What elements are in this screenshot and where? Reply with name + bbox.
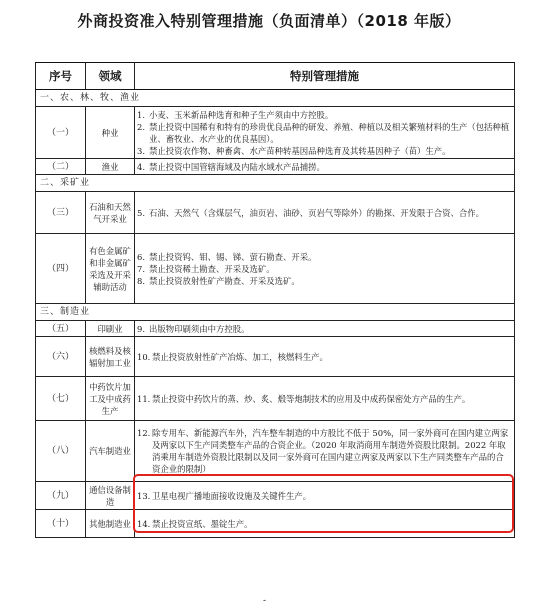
row-measures	[135, 159, 515, 175]
table-row	[36, 234, 515, 304]
measure-item: 13. 卫星电视广播地面接收设施及关键件生产。	[137, 490, 312, 501]
row-measures	[135, 377, 515, 421]
table-row	[36, 482, 515, 510]
section-row	[36, 90, 515, 107]
row-measures	[135, 321, 515, 337]
row-field: 渔业	[86, 159, 135, 175]
row-num: （七）	[36, 377, 86, 421]
row-measures	[135, 510, 515, 538]
row-field: 汽车制造业	[86, 421, 135, 482]
section-row	[36, 304, 515, 321]
row-field: 种业	[86, 107, 135, 159]
section-heading: 三、制造业	[36, 304, 515, 321]
row-field: 有色金属矿和非金属矿采选及开采辅助活动	[86, 234, 135, 304]
table-row	[36, 510, 515, 538]
row-measures	[135, 421, 515, 482]
page-number-mark: -	[263, 596, 267, 603]
row-measures	[135, 337, 515, 377]
row-num: （六）	[36, 337, 86, 377]
table-header-row	[36, 63, 515, 90]
row-field: 中药饮片加工及中成药生产	[86, 377, 135, 421]
row-measures	[135, 234, 515, 304]
row-field: 石油和天然气开采业	[86, 192, 135, 234]
header-num: 序号	[36, 63, 86, 90]
table-row	[36, 159, 515, 175]
row-measures	[135, 482, 515, 510]
row-field: 通信设备制造	[86, 482, 135, 510]
row-num: （四）	[36, 234, 86, 304]
row-field: 印刷业	[86, 321, 135, 337]
measure-item: 6. 禁止投资钨、钼、锡、锑、萤石勘查、开采。	[137, 251, 317, 262]
measure-item: 5. 石油、天然气（含煤层气，油页岩、油砂、页岩气等除外）的勘探、开发限于合资、合作。	[137, 207, 484, 218]
row-num: （三）	[36, 192, 86, 234]
measure-item: 8. 禁止投资放射性矿产勘查、开采及选矿。	[137, 275, 300, 286]
header-measures: 特别管理措施	[135, 63, 515, 90]
row-num: （八）	[36, 421, 86, 482]
measure-item: 2. 禁止投资中国稀有和特有的珍贵优良品种的研发、养殖、种植以及相关繁殖材料的生产（包括种植业、畜牧业、水产业的优良基因）。	[137, 121, 510, 144]
row-num: （十）	[36, 510, 86, 538]
table-row	[36, 192, 515, 234]
row-field: 核燃料及核辐射加工业	[86, 337, 135, 377]
measure-item: 11. 禁止投资中药饮片的蒸、炒、炙、煅等炮制技术的应用及中成药保密处方产品的生产。	[137, 393, 471, 404]
row-measures	[135, 192, 515, 234]
measure-item: 1. 小麦、玉米新品种选育和种子生产须由中方控股。	[137, 109, 334, 120]
measure-item: 9. 出版物印刷须由中方控股。	[137, 323, 250, 334]
table-row	[36, 321, 515, 337]
measure-item: 7. 禁止投资稀土勘查、开采及选矿。	[137, 263, 275, 274]
row-measures	[135, 107, 515, 159]
table-row	[36, 107, 515, 159]
table-row	[36, 377, 515, 421]
measure-item: 3. 禁止投资农作物、种畜禽、水产苗种转基因品种选育及其转基因种子（苗）生产。	[137, 145, 451, 156]
section-row	[36, 175, 515, 192]
measure-item: 10. 禁止投资放射性矿产冶炼、加工，核燃料生产。	[137, 351, 328, 362]
section-heading: 一、农、林、牧、渔业	[36, 90, 515, 107]
page-title: 外商投资准入特别管理措施（负面清单）（2018 年版）	[77, 12, 461, 30]
row-num: （五）	[36, 321, 86, 337]
table-row	[36, 337, 515, 377]
measure-item: 4. 禁止投资中国管辖海域及内陆水域水产品捕捞。	[137, 161, 325, 172]
measure-item: 14. 禁止投资宣纸、墨锭生产。	[137, 518, 253, 529]
row-field: 其他制造业	[86, 510, 135, 538]
table-row	[36, 421, 515, 482]
header-field: 领域	[86, 63, 135, 90]
row-num: （二）	[36, 159, 86, 175]
row-num: （九）	[36, 482, 86, 510]
negative-list-table	[35, 62, 515, 538]
row-num: （一）	[36, 107, 86, 159]
section-heading: 二、采矿业	[36, 175, 515, 192]
measure-item: 12. 除专用车、新能源汽车外，汽车整车制造的中方股比不低于 50%，同一家外商可在国内建立两家及两家以下生产同类整车产品的合资企业。（2020 年取消商用车制造外资股比限制。2022 年取消乘用车制造外资股比限制以及同一家外商可在国内建立两家及两家以下生产同类整车产品的合资企业的限制）	[137, 428, 509, 474]
